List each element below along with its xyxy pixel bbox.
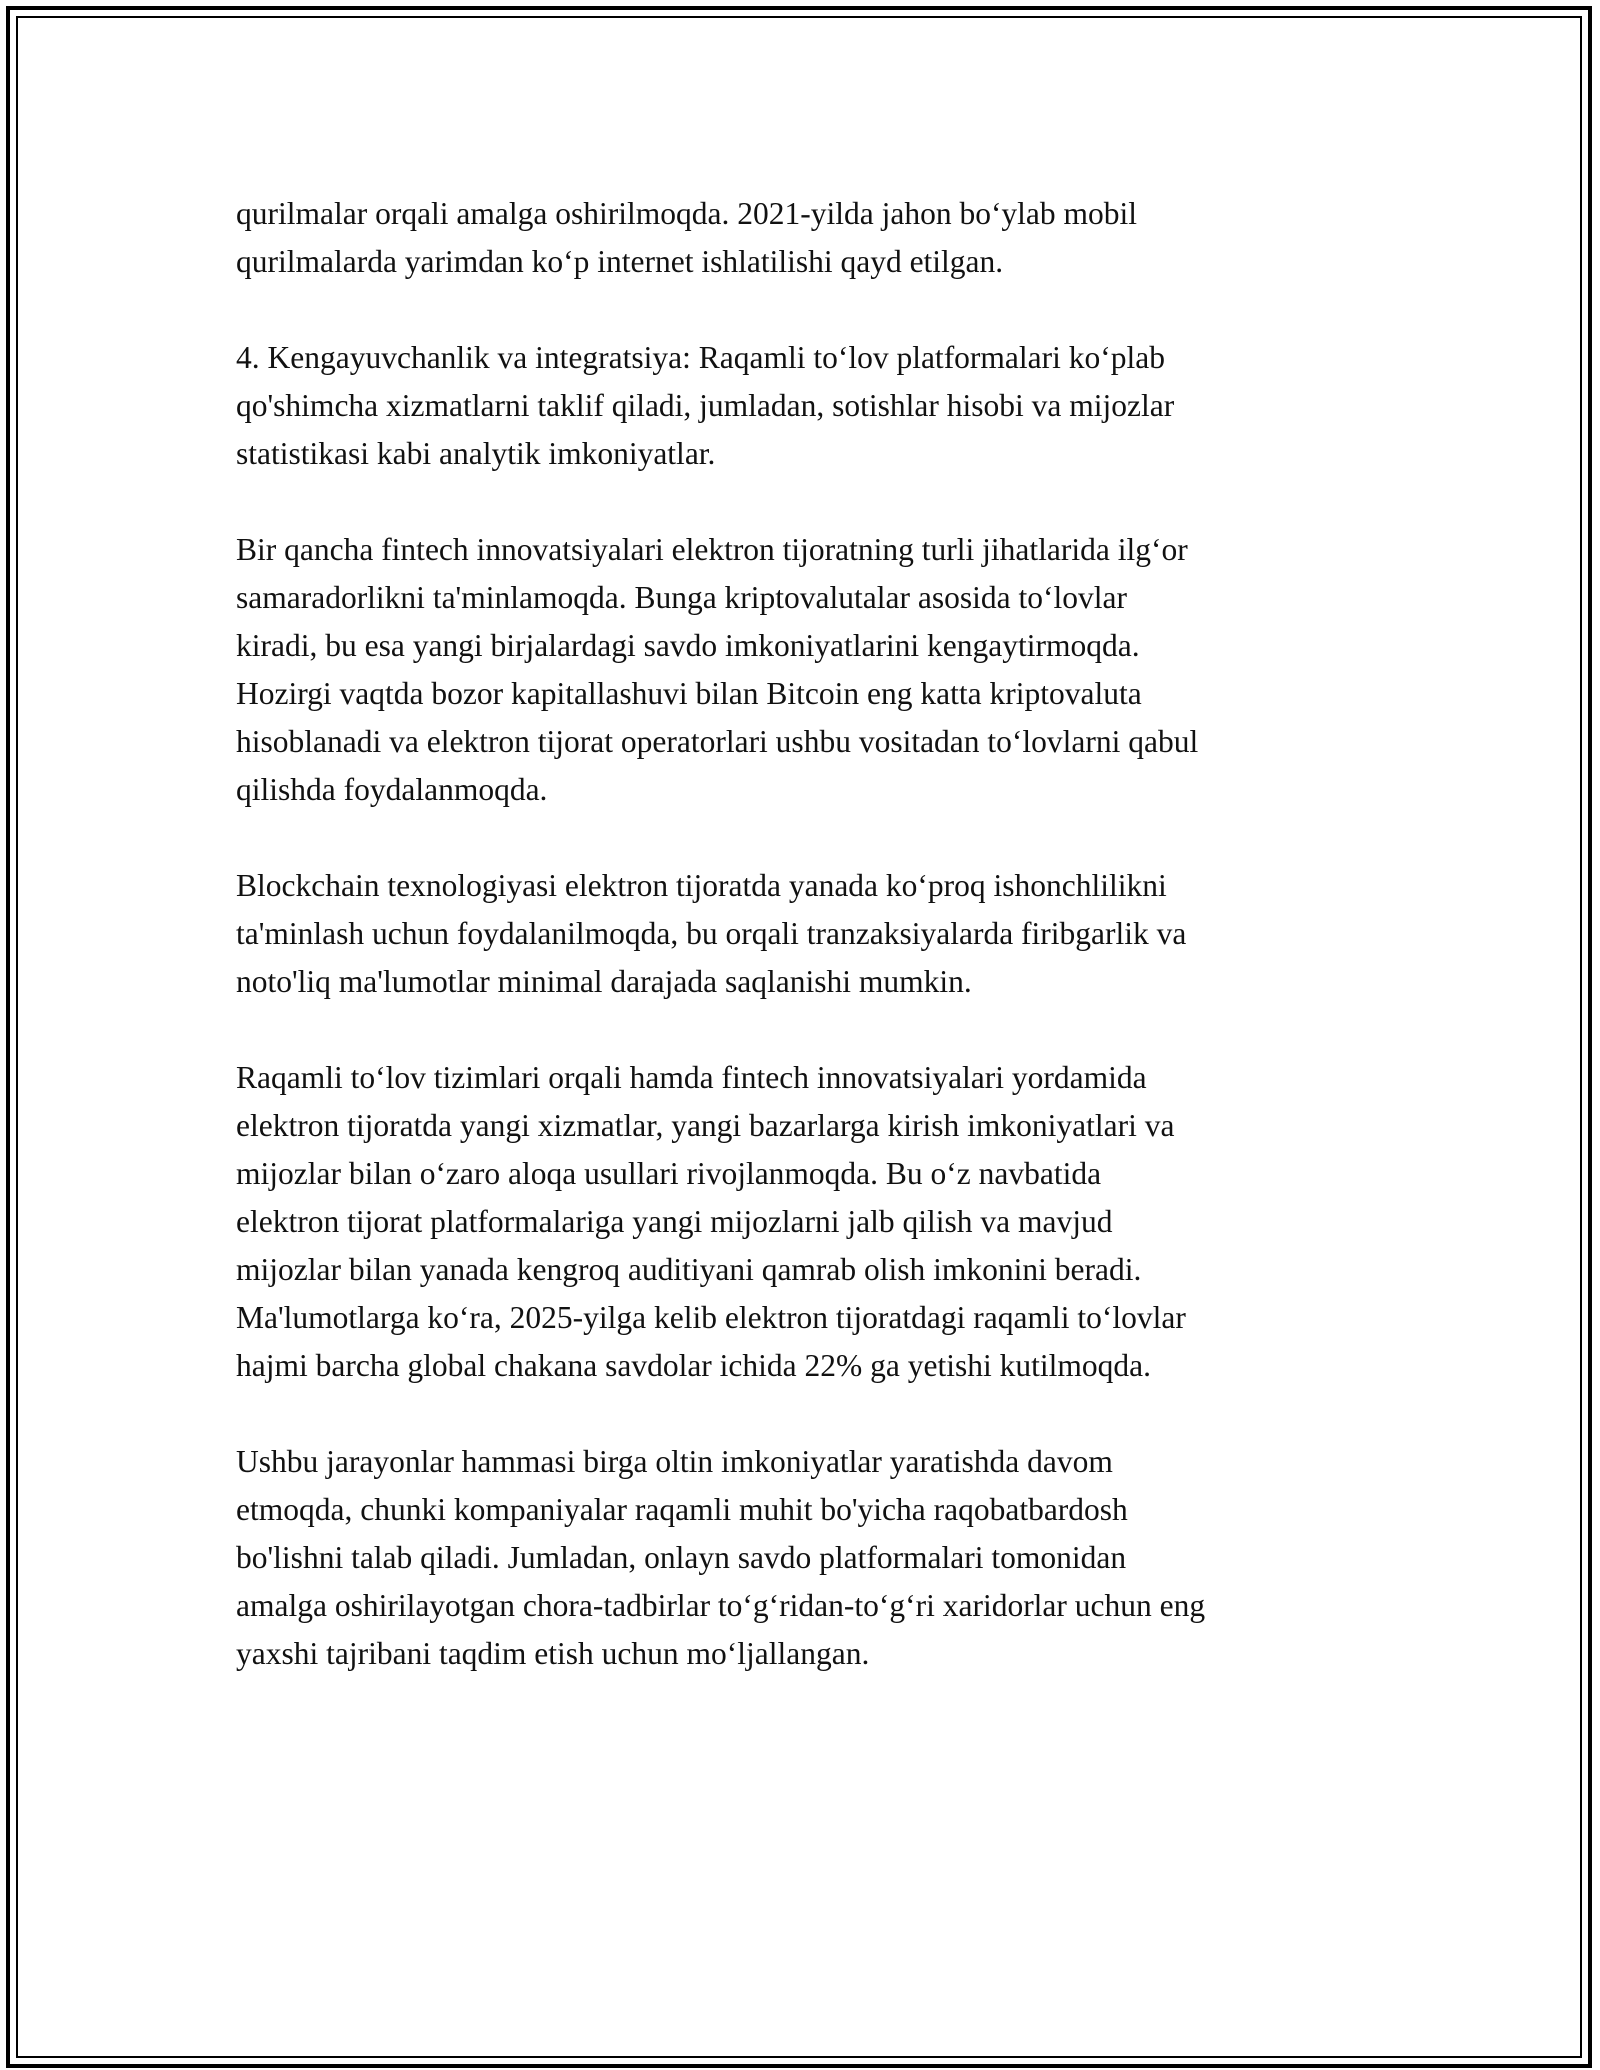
document-body <box>236 190 1376 1726</box>
paragraph-scalability-integration: 4. Kengayuvchanlik va integratsiya: Raqamli to‘lov platformalari ko‘plab qo'shimcha xizmatlarni taklif qiladi, jumladan, sotishlar hisobi va mijozlar statistikasi kabi analytik imkoniyatlar. <box>236 340 1175 471</box>
paragraph-fintech-innovations: Bir qancha fintech innovatsiyalari elektron tijoratning turli jihatlarida ilg‘or samaradorlikni ta'minlamoqda. Bunga kriptovalutalar asosida to‘lovlar kiradi, bu esa yangi birjalardagi savdo imkoniyatlarini kengaytirmoqda. Hozirgi vaqtda bozor kapitallashuvi bilan Bitcoin eng katta kriptovaluta hisoblanadi va elektron tijorat operatorlari ushbu vositadan to‘lovlarni qabul qilishda foydalanmoqda. <box>236 532 1199 807</box>
paragraph-digital-payments: Raqamli to‘lov tizimlari orqali hamda fintech innovatsiyalari yordamida elektron tijoratda yangi xizmatlar, yangi bazarlarga kirish imkoniyatlari va mijozlar bilan o‘zaro aloqa usullari rivojlanmoqda. Bu o‘z navbatida elektron tijorat platformalariga yangi mijozlarni jalb qilish va mavjud mijozlar bilan yanada kengroq auditiyani qamrab olish imkonini beradi. Ma'lumotlarga ko‘ra, 2025-yilga kelib elektron tijoratdagi raqamli to‘lovlar hajmi barcha global chakana savdolar ichida 22% ga yetishi kutilmoqda. <box>236 1060 1186 1383</box>
paragraph-blockchain: Blockchain texnologiyasi elektron tijoratda yanada ko‘proq ishonchlilikni ta'minlash uchun foydalanilmoqda, bu orqali tranzaksiyalarda firibgarlik va noto'liq ma'lumotlar minimal darajada saqlanishi mumkin. <box>236 868 1187 999</box>
paragraph-conclusion: Ushbu jarayonlar hammasi birga oltin imkoniyatlar yaratishda davom etmoqda, chunki kompaniyalar raqamli muhit bo'yicha raqobatbardosh bo'lishni talab qiladi. Jumladan, onlayn savdo platformalari tomonidan amalga oshirilayotgan chora-tadbirlar to‘g‘ridan-to‘g‘ri xaridorlar uchun eng yaxshi tajribani taqdim etish uchun mo‘ljallangan. <box>236 1444 1206 1671</box>
paragraph-mobile-devices: qurilmalar orqali amalga oshirilmoqda. 2021-yilda jahon bo‘ylab mobil qurilmalarda yarimdan ko‘p internet ishlatilishi qayd etilgan. <box>236 196 1138 279</box>
